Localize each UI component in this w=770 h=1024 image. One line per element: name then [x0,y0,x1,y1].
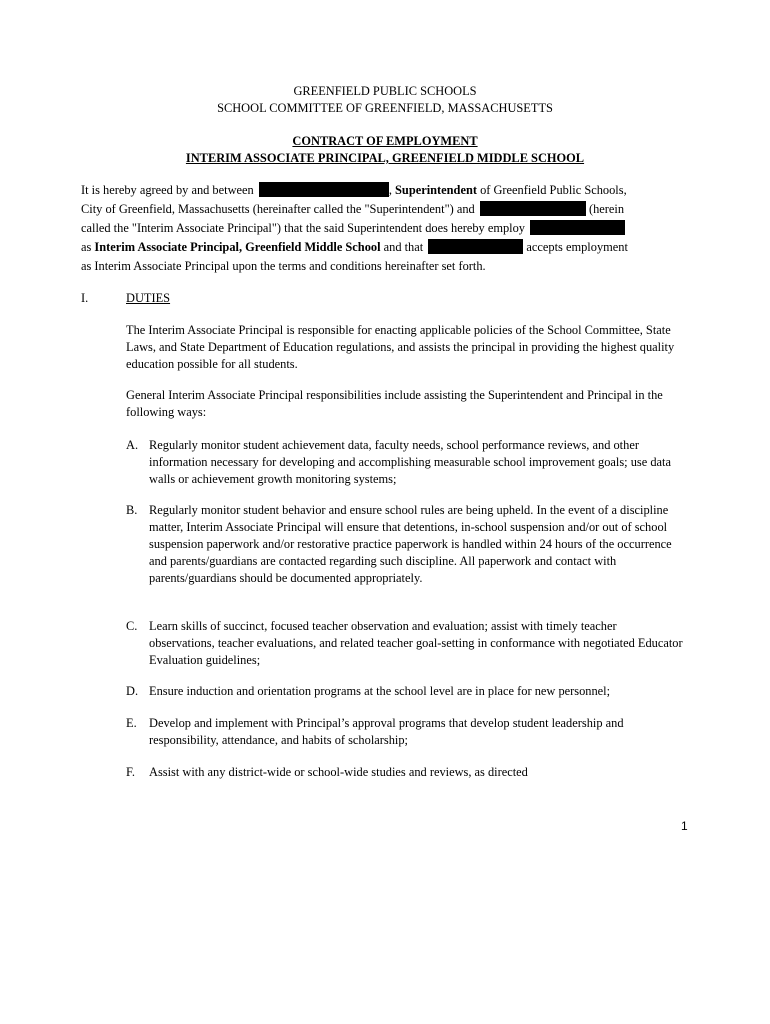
contract-title: CONTRACT OF EMPLOYMENT [292,134,478,148]
section-number: I. [81,291,89,305]
redaction-box [480,201,586,216]
intro-line-1: It is hereby agreed by and between , Superintendent of Greenfield Public Schools, [81,183,627,197]
redaction-box [530,220,625,235]
school-name: GREENFIELD PUBLIC SCHOOLS [293,84,477,98]
position-title: INTERIM ASSOCIATE PRINCIPAL, GREENFIELD MIDDLE SCHOOL [185,151,585,165]
intro-line-2: City of Greenfield, Massachusetts (hereinafter called the "Superintendent") and (herein [81,202,625,216]
page-number: 1 [681,819,688,833]
redaction-box [259,182,389,197]
section-title: DUTIES [126,291,171,305]
redaction-box [428,239,523,254]
intro-line-3: called the "Interim Associate Principal") that the said Superintendent does hereby employ [81,220,625,237]
committee-name: SCHOOL COMMITTEE OF GREENFIELD, MASSACHUSETTS [217,101,553,115]
responsibilities-intro: General Interim Associate Principal responsibilities include assisting the Superintendent and Principal in the following ways: [126,388,663,419]
document-page: GREENFIELD PUBLIC SCHOOLS SCHOOL COMMITTEE OF GREENFIELD, MASSACHUSETTS CONTRACT OF EMPLOYMENT INTERIM ASSOCIATE PRINCIPAL, GREENFIELD MIDDLE SCHOOL It is hereby agreed by and between , Superintendent of Greenfield Public Schools, City of Greenfield, Massachusetts (hereinafter called the "Superintendent") and (herein called the "Interim Associate Principal") that the said Superintendent does hereby employ as Interim Associate Principal, Greenfield Middle School and that accepts employment as Interim Associate Principal upon the terms and conditions hereinafter set forth. I. DUTIES The Interim Associate Principal is responsible for enacting applicable policies of the School Committee, State Laws, and State Department of Education regulations, and assists the principal in providing the highest quality education possible for all students. General Interim Associate Principal responsibilities include assisting the Superintendent and Principal in the following ways: A. Regularly monitor student achievement data, faculty needs, school performance reviews, and other information necessary for developing and accomplishing measurable school improvement goals; use data walls or achievement growth monitoring systems; B. Regularly monitor student behavior and ensure school rules are being upheld. In the event of a discipline matter, Interim Associate Principal will ensure that detentions, in-school suspension and/or out of school suspension paperwork and/or restorative practice paperwork is handled within 24 hours of the occurrence and parents/guardians are contacted regarding such discipline. All paperwork and contact with parents/guardians should be documented appropriately. C. Learn skills of succinct, focused teacher observation and evaluation; assist with timely teacher observations, teacher evaluations, and related teacher goal-setting in conformance with negotiated Educator Evaluation guidelines; D. Ensure induction and orientation programs at the school level are in place for new personnel; E. Develop and implement with Principal’s approval programs that develop student leadership and responsibility, attendance, and habits of scholarship; F. Assist with any district-wide or school-wide studies and reviews, as directed 1 [0,0,770,1024]
intro-line-4: as Interim Associate Principal, Greenfield Middle School and that accepts employment [81,240,628,254]
intro-line-5: as Interim Associate Principal upon the terms and conditions hereinafter set forth. [81,259,486,273]
duties-paragraph: The Interim Associate Principal is responsible for enacting applicable policies of the School Committee, State Laws, and State Department of Education regulations, and assists the principal in providing the highest quality education possible for all students. [126,323,675,371]
